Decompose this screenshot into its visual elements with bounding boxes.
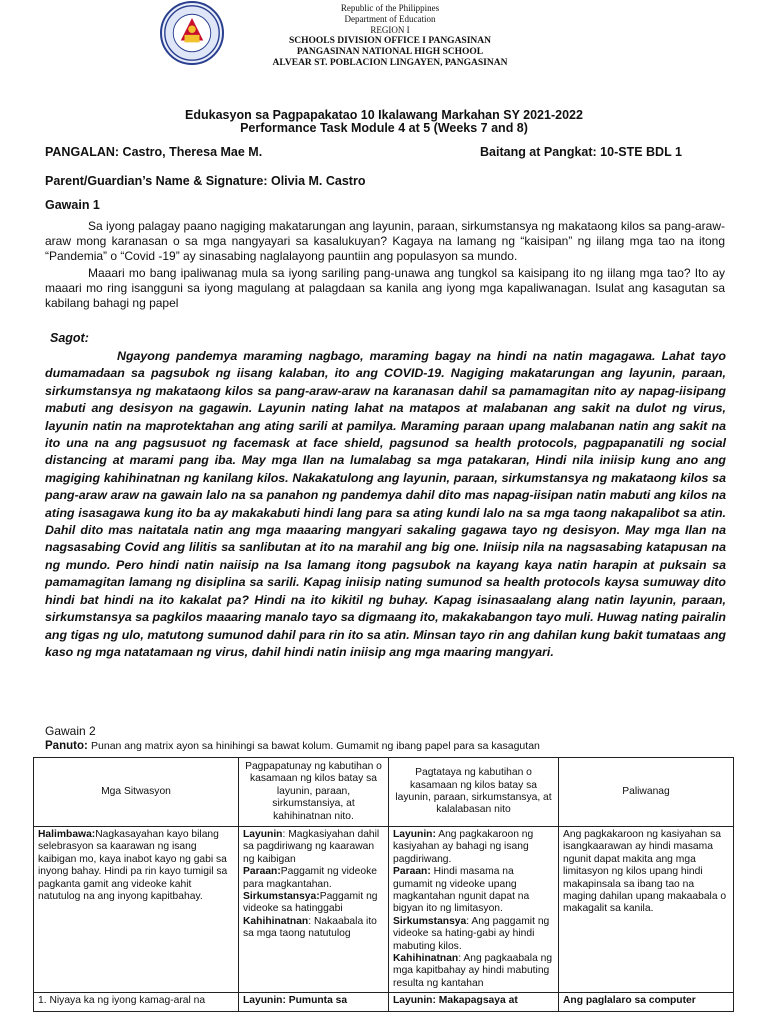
- row1-situation: [34, 993, 239, 1012]
- eval-kahi: : Ang pagkaabala ng mga kapitbahay ay hindi mabuting resulta ng kantahan: [393, 953, 553, 989]
- letterhead: [0, 0, 768, 90]
- header-evaluation: Pagtataya ng kabutihan o kasamaan ng kilos batay sa layunin, paraan, sirkumstansya, at kalalabasan nito: [389, 758, 559, 827]
- example-text: Nagkasayahan kayo bilang selebrasyon sa kaarawan ng isang kaibigan mo, kaya inabot kayo ng gabi sa inyong bahay. Hindi pa rin kayo tumigil sa pagkanta gamit ang videoke kahit natutulog na ang inyong kapitbahay.: [38, 829, 228, 903]
- proof-sirk-label: Sirkumstansya:: [243, 891, 320, 903]
- eval-layunin: Ang pagkakaroon ng kasiyahan ay bahagi ng isang pagdiriwang.: [393, 829, 534, 865]
- row1-situation-text: 1. Niyaya ka ng iyong kamag-aral na: [38, 995, 206, 1007]
- letterhead-region: REGION I: [370, 25, 410, 35]
- deped-seal-icon: [160, 1, 224, 65]
- example-proof: [239, 827, 389, 993]
- proof-paraan: Paggamit ng videoke para magkantahan.: [243, 866, 377, 890]
- proof-layunin-label: Layunin: [243, 829, 283, 840]
- eval-paraan-label: Paraan:: [393, 866, 431, 878]
- letterhead-school: PANGASINAN NATIONAL HIGH SCHOOL: [296, 47, 484, 57]
- answer-text: Ngayong pandemya maraming nagbago, maraming bagay na hindi na natin magagawa. Lahat tayo dumamadaan sa pagsubok ng iisang kalaban, ito ang COVID-19. Nagiging makatarungan ang layunin, paraan, sirkumstansya ng makataong kilos sa pang-araw-araw na karanasan dahil sa pamamagitan nito ay napag-iisipang mabuti ang desisyon na gagawin. Layunin nating lahat na matapos at malabanan ang sakit na dulot ng virus, layunin natin na maprotektahan ang ating sarili at pamilya. Maraming paraan upang malabanan natin ang sakit na ito una na ang pagsusuot ng facemask at face shield, pagsunod sa health protocols, pagpapanatili ng social distancing at marami pang iba. May mga Ilan na lumalabag sa mga patakaran, Hindi nila iniisip kung ano ang magiging kahihinatnan ng kanilang kilos. Nakakatulong ang layunin, paraan, sirkumstansya ng makataong kilos sa pang-araw araw na gawain lalo na sa panahon ng pandemya dahil dito mas napag-iisipan natin mabuti ang kilos na ating isasagawa kung ito ba ay makakabuti hindi lang para sa ating kundi lalo na sa mga taong nakapalibot sa atin. Dahil dito mas naitatala natin ang mga maaaring mangyari sakaling gagawa tayo ng desisyon. May mga Ilan na nagsasabing Covid ang lilitis sa sanlibutan at ito na marahil ang big one. Iniisip nila na nagsasabing katapusan na ng mundo. Pero hindi natin naiisip na Isa lamang itong pagsubok na kayang kaya natin harapin at puksain sa pamamagitan lamang ng disiplina sa sarili. Kapag iniisip nating sumunod sa health protocols kaysa sumuway dito hindi bat hindi na ito kakalat pa? Hindi na ito kikitil ng buhay. Kapag isinasaalang alang natin layunin, paraan, sirkumstansya sa pagkilos maaaring manalo tayo sa digmaang ito, makakabangon tayo muli. Huwag nating pairalin ang tigas ng ulo, matutong sumunod dahil para rin ito sa atin. Minsan tayo rin ang dahilan kung bakit tumataas ang kaso ng mga natatamaan ng virus, dahil hindi natin iniisip ang mga maaring mangyari.: [45, 349, 726, 659]
- eval-sirk: : Ang paggamit ng videoke sa hating-gabi ay hindi mabuting kilos.: [393, 915, 550, 952]
- proof-layunin: : Magkasiyahan dahil sa pagdiriwang ng kaarawan ng kaibigan: [243, 829, 380, 865]
- matrix-header-row: [34, 758, 734, 827]
- proof-sirk: Paggamit ng videoke sa hatinggabi: [243, 891, 378, 915]
- letterhead-division: SCHOOLS DIVISION OFFICE I PANGASINAN: [289, 36, 491, 46]
- row1-explanation: [559, 993, 734, 1012]
- example-label: Halimbawa:: [38, 829, 96, 840]
- row1-proof-text: Layunin: Pumunta sa: [243, 995, 348, 1007]
- student-grade: Baitang at Pangkat: 10-STE BDL 1: [480, 145, 682, 159]
- eval-kahi-label: Kahihinatnan: [393, 953, 459, 965]
- doc-subtitle: Performance Task Module 4 at 5 (Weeks 7 and 8): [240, 121, 528, 135]
- row1-eval-text: Layunin: Makapagsaya at: [393, 995, 518, 1007]
- parent-signature: Parent/Guardian’s Name & Signature: Olivia M. Castro: [45, 174, 366, 188]
- gawain2-matrix: [33, 757, 734, 1012]
- header-explanation: Paliwanag: [559, 758, 734, 827]
- letterhead-department: Department of Education: [344, 14, 436, 24]
- panuto-text: Punan ang matrix ayon sa hinihingi sa bawat kolum. Gumamit ng ibang papel para sa kasagutan: [91, 740, 540, 752]
- table-row: [34, 827, 734, 993]
- row1-evaluation: [389, 993, 559, 1012]
- answer-label: Sagot:: [50, 331, 89, 345]
- row1-proof: [239, 993, 389, 1012]
- header-situations: Mga Sitwasyon: [34, 758, 239, 827]
- example-explanation: Ang pagkakaroon ng kasiyahan sa isangkaarawan ay hindi masama ngunit dapat makita ang mga limitasyon ng kilos upang hindi makapinsala sa ibang tao na maging dahilan upang makaabala o makagalit sa kanila.: [559, 827, 734, 993]
- eval-sirk-label: Sirkumstansya: [393, 915, 467, 927]
- proof-paraan-label: Paraan:: [243, 866, 281, 878]
- row1-explanation-text: Ang paglalaro sa computer: [563, 995, 696, 1007]
- gawain1-question-2: Maaari mo bang ipaliwanag mula sa iyong sariling pang-unawa ang tungkol sa kaisipang ito ng iilang mga tao? Ito ay maaari mo ring isangguni sa iyong magulang at palagdaan sa kanila ang iyong mga kapaliwanagan. Isulat ang kasagutan sa kabilang bahagi ng papel: [45, 266, 725, 311]
- table-row: [34, 993, 734, 1012]
- example-situation: [34, 827, 239, 993]
- letterhead-address: ALVEAR ST. POBLACION LINGAYEN, PANGASINAN: [272, 58, 508, 68]
- panuto-label: Panuto:: [45, 740, 88, 752]
- eval-paraan: Hindi masama na gumamit ng videoke upang magkantahan ngunit dapat na bigyan ito ng limitasyon.: [393, 866, 530, 915]
- header-proof: Pagpapatunay ng kabutihan o kasamaan ng kilos batay sa layunin, paraan, sirkumstansiya, at kahihinatnan nito.: [239, 758, 389, 827]
- gawain1-heading: Gawain 1: [45, 198, 100, 212]
- example-evaluation: [389, 827, 559, 993]
- letterhead-republic: Republic of the Philippines: [340, 3, 440, 13]
- gawain2-heading: Gawain 2: [45, 724, 96, 738]
- proof-kahi-label: Kahihinatnan: [243, 915, 309, 927]
- gawain1-question-1: Sa iyong palagay paano nagiging makatarungan ang layunin, paraan, sirkumstansya ng makataong kilos sa pang-araw-araw mong karanasan o sa mga nangyayari sa kasalukuyan? Kagaya na lamang ng “kaisipan” ng iilang mga tao na itong “Pandemia” o “Covid -19” ay sinasabing naglalayong pauntiin ang populasyon sa mundo.: [45, 219, 725, 264]
- proof-kahi: : Nakaabala ito sa mga taong natutulog: [243, 915, 377, 940]
- gawain2-instructions: [45, 740, 540, 752]
- student-name: PANGALAN: Castro, Theresa Mae M.: [45, 145, 263, 159]
- doc-title: Edukasyon sa Pagpapakatao 10 Ikalawang Markahan SY 2021-2022: [185, 108, 583, 122]
- letterhead-text: [240, 3, 540, 69]
- eval-layunin-label: Layunin:: [393, 829, 436, 840]
